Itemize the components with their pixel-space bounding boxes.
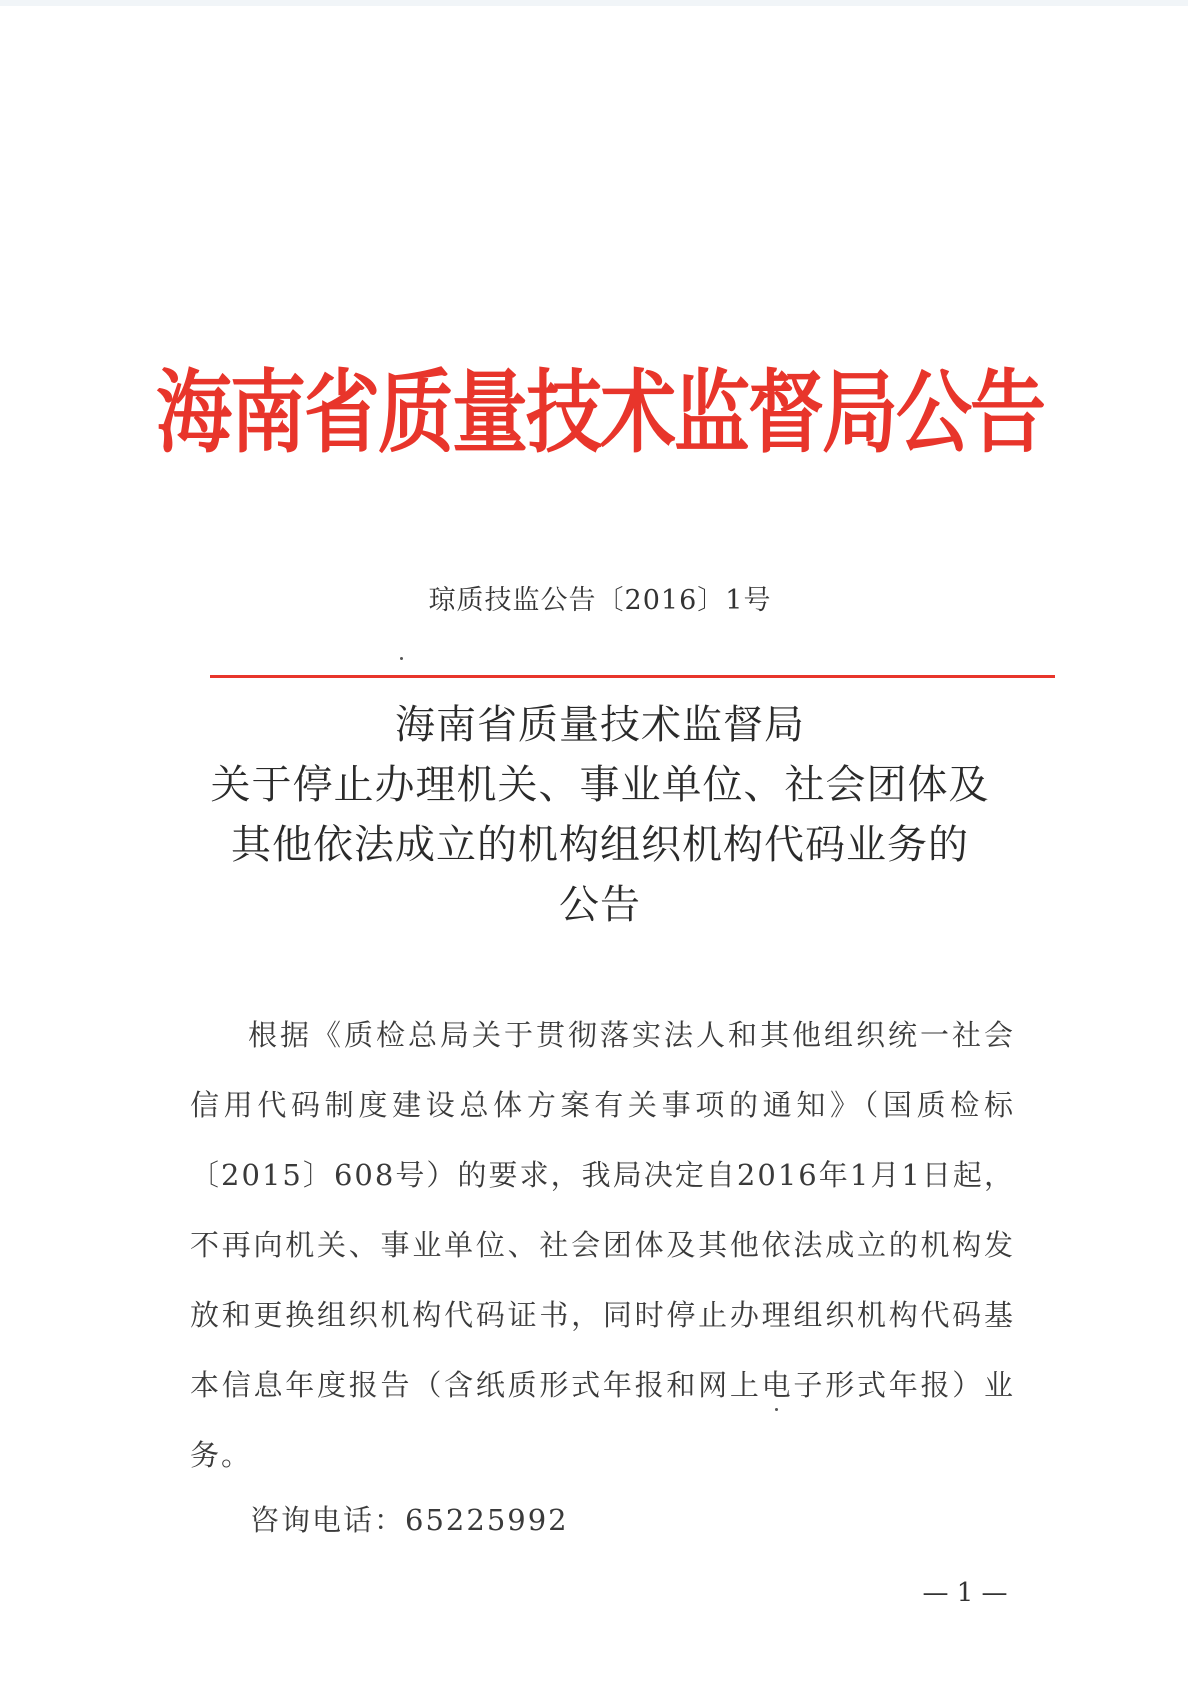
title-line: 其他依法成立的机构组织机构代码业务的 bbox=[231, 822, 969, 868]
body-paragraph: 根据《质检总局关于贯彻落实法人和其他组织统一社会信用代码制度建设总体方案有关事项的通知》（国质检标〔2015〕608号）的要求，我局决定自2016年1月1日起，不再向机关、事业单位、社会团体及其他依法成立的机构发放和更换组织机构代码证书，同时停止办理组织机构代码基本信息年度报告（含纸质形式年报和网上电子形式年报）业务。 bbox=[190, 1018, 1015, 1472]
contact-line bbox=[250, 1500, 569, 1540]
notice-body bbox=[190, 1000, 1015, 1490]
red-divider-line bbox=[210, 675, 1055, 678]
title-line: 海南省质量技术监督局 bbox=[395, 702, 805, 748]
contact-label: 咨询电话： bbox=[250, 1503, 406, 1537]
title-line: 关于停止办理机关、事业单位、社会团体及 bbox=[210, 762, 990, 808]
masthead-title: 海南省质量技术监督局公告 bbox=[156, 359, 1044, 465]
document-number: 琼质技监公告〔2016〕1号 bbox=[428, 585, 772, 616]
notice-title bbox=[150, 695, 1050, 935]
page-number: — 1 — bbox=[922, 1578, 1008, 1608]
scan-speck bbox=[400, 657, 403, 660]
scan-edge bbox=[0, 0, 1188, 6]
contact-phone: 65225992 bbox=[405, 1503, 569, 1537]
title-line: 公告 bbox=[559, 882, 641, 928]
